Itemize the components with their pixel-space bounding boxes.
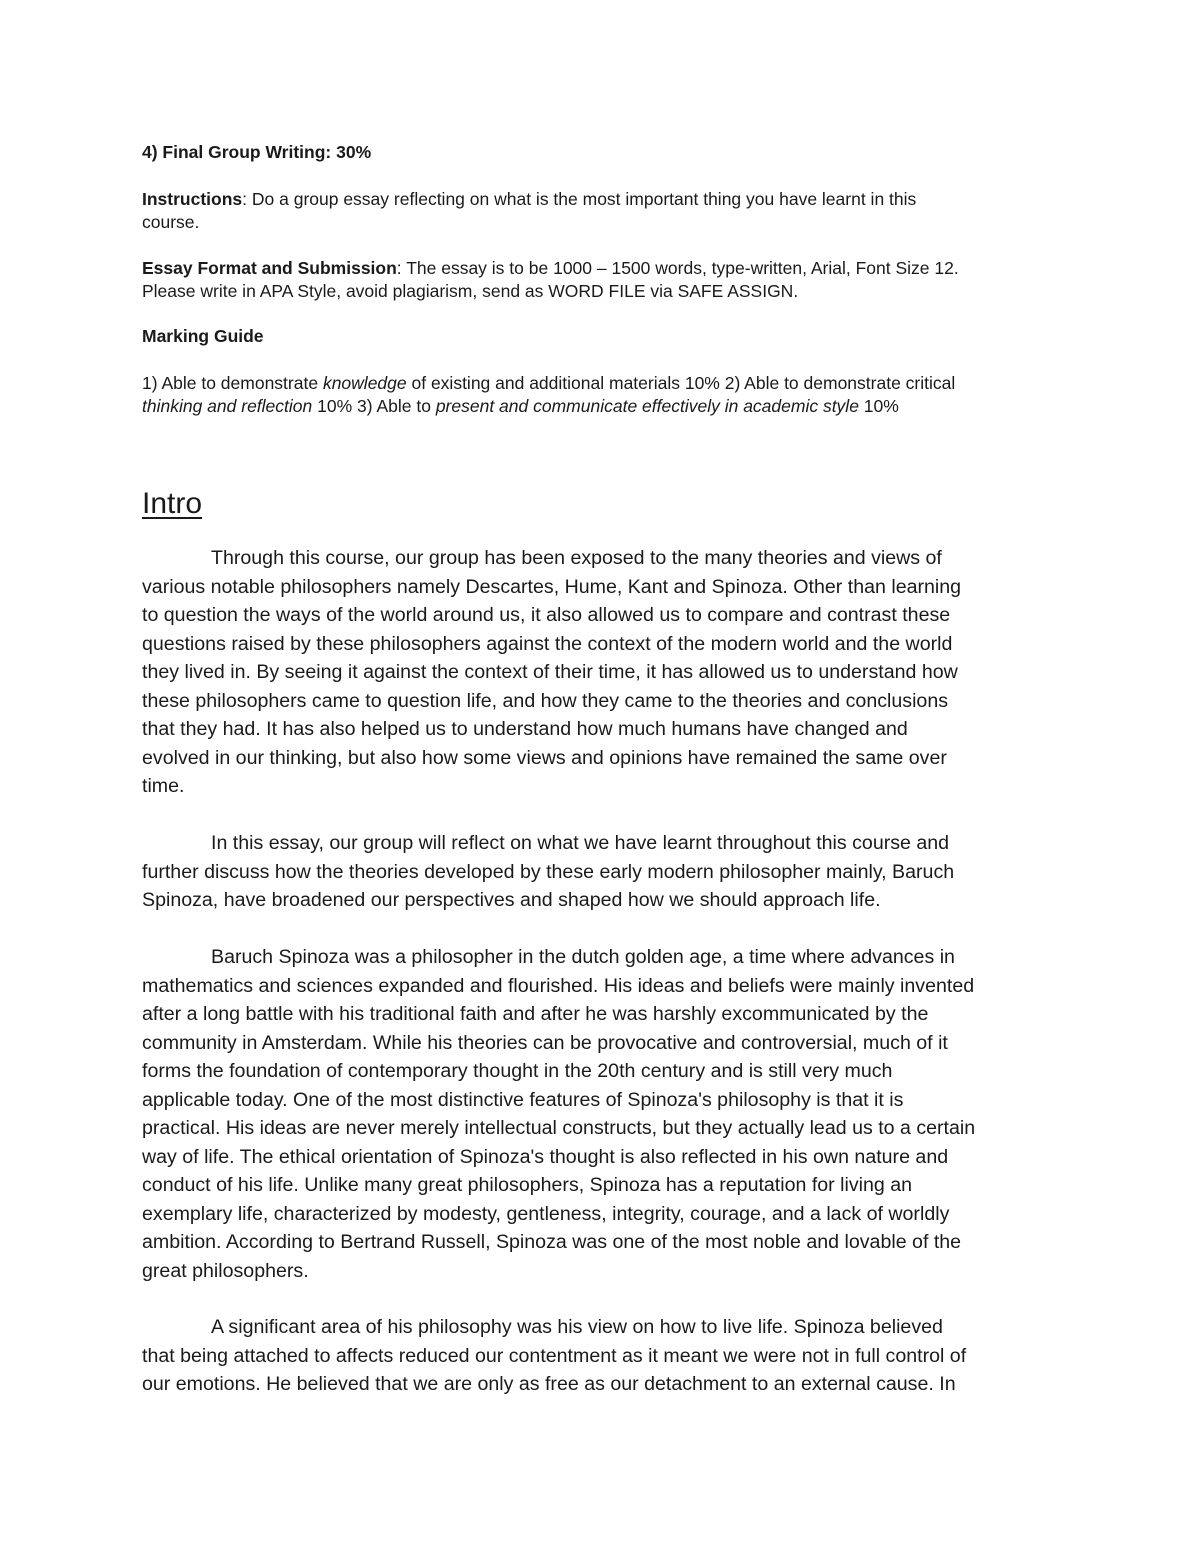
paragraph-line: to question the ways of the world around us, it also allowed us to compare and contrast these [142,604,951,626]
essay-paragraph [142,1313,1062,1399]
paragraph-line: great philosophers. [142,1259,309,1282]
format-text-line: : The essay is to be 1000 – 1500 words, type-written, Arial, Font Size 12. [396,258,959,278]
marking-text-italic: knowledge [322,373,407,393]
paragraph-line: they lived in. By seeing it against the context of their time, it has allowed us to understand how [142,661,958,683]
instructions-label: Instructions [142,189,243,209]
format-text-line: Please write in APA Style, avoid plagiarism, send as WORD FILE via SAFE ASSIGN. [142,281,799,301]
paragraph-line: In this essay, our group will reflect on what we have learnt throughout this course and [211,832,950,854]
paragraph-line: time. [142,775,185,797]
paragraph-line: Spinoza, have broadened our perspectives and shaped how we should approach life. [142,889,881,911]
paragraph-line: ambition. According to Bertrand Russell, Spinoza was one of the most noble and lovable of the [142,1231,962,1253]
format-block [142,257,1062,303]
paragraph-line: community in Amsterdam. While his theories can be provocative and controversial, much of it [142,1031,948,1054]
instructions-text-line: course. [142,212,200,232]
paragraph-line: way of life. The ethical orientation of Spinoza's thought is also reflected in his own nature and [142,1145,949,1168]
marking-text: 1) Able to demonstrate [142,373,323,393]
format-label: Essay Format and Submission [142,258,397,278]
paragraph-line: that being attached to affects reduced our contentment as it meant we were not in full control of [142,1344,967,1367]
paragraph-line: our emotions. He believed that we are only as free as our detachment to an external cause. In [142,1373,956,1395]
paragraph-line: questions raised by these philosophers against the context of the modern world and the world [142,632,953,655]
paragraph-line: exemplary life, characterized by modesty, gentleness, integrity, courage, and a lack of worldly [142,1202,950,1225]
intro-heading: Intro [142,487,203,520]
paragraph-line: that they had. It has also helped us to understand how much humans have changed and [142,718,908,740]
paragraph-line: Through this course, our group has been exposed to the many theories and views of [211,547,942,569]
marking-guide-title: Marking Guide [142,326,264,346]
marking-text: 10% [858,396,899,416]
marking-text: 10% 3) Able to [312,396,436,416]
paragraph-line: conduct of his life. Unlike many great philosophers, Spinoza has a reputation for living an [142,1174,913,1196]
paragraph-line: mathematics and sciences expanded and flourished. His ideas and beliefs were mainly invented [142,974,975,997]
paragraph-line: evolved in our thinking, but also how some views and opinions have remained the same over [142,746,947,769]
paragraph-line: forms the foundation of contemporary thought in the 20th century and is still very much [142,1060,893,1082]
paragraph-line: further discuss how the theories developed by these early modern philosopher mainly, Baruch [142,860,955,883]
marking-text-italic: present and communicate effectively in academic style [435,396,859,416]
instructions-text-line: : Do a group essay reflecting on what is the most important thing you have learnt in this [242,189,917,209]
paragraph-line: these philosophers came to question life, and how they came to the theories and conclusions [142,689,949,712]
paragraph-line: after a long battle with his traditional faith and after he was harshly excommunicated by the [142,1003,929,1025]
paragraph-line: practical. His ideas are never merely intellectual constructs, but they actually lead us to a certain [142,1117,976,1139]
paragraph-line: A significant area of his philosophy was his view on how to live life. Spinoza believed [211,1316,943,1338]
essay-paragraph [142,544,1062,801]
essay-paragraph [142,943,1062,1285]
paragraph-line: Baruch Spinoza was a philosopher in the dutch golden age, a time where advances in [211,946,955,968]
assignment-title: 4) Final Group Writing: 30% [142,142,372,162]
marking-guide-text [142,372,1062,418]
essay-paragraph [142,829,1062,915]
paragraph-line: various notable philosophers namely Descartes, Hume, Kant and Spinoza. Other than learning [142,575,962,598]
paragraph-line: applicable today. One of the most distinctive features of Spinoza's philosophy is that it is [142,1088,904,1111]
marking-text-italic: thinking and reflection [142,396,313,416]
instructions-block [142,188,1062,234]
marking-text: of existing and additional materials 10% 2) Able to demonstrate critical [406,373,956,393]
